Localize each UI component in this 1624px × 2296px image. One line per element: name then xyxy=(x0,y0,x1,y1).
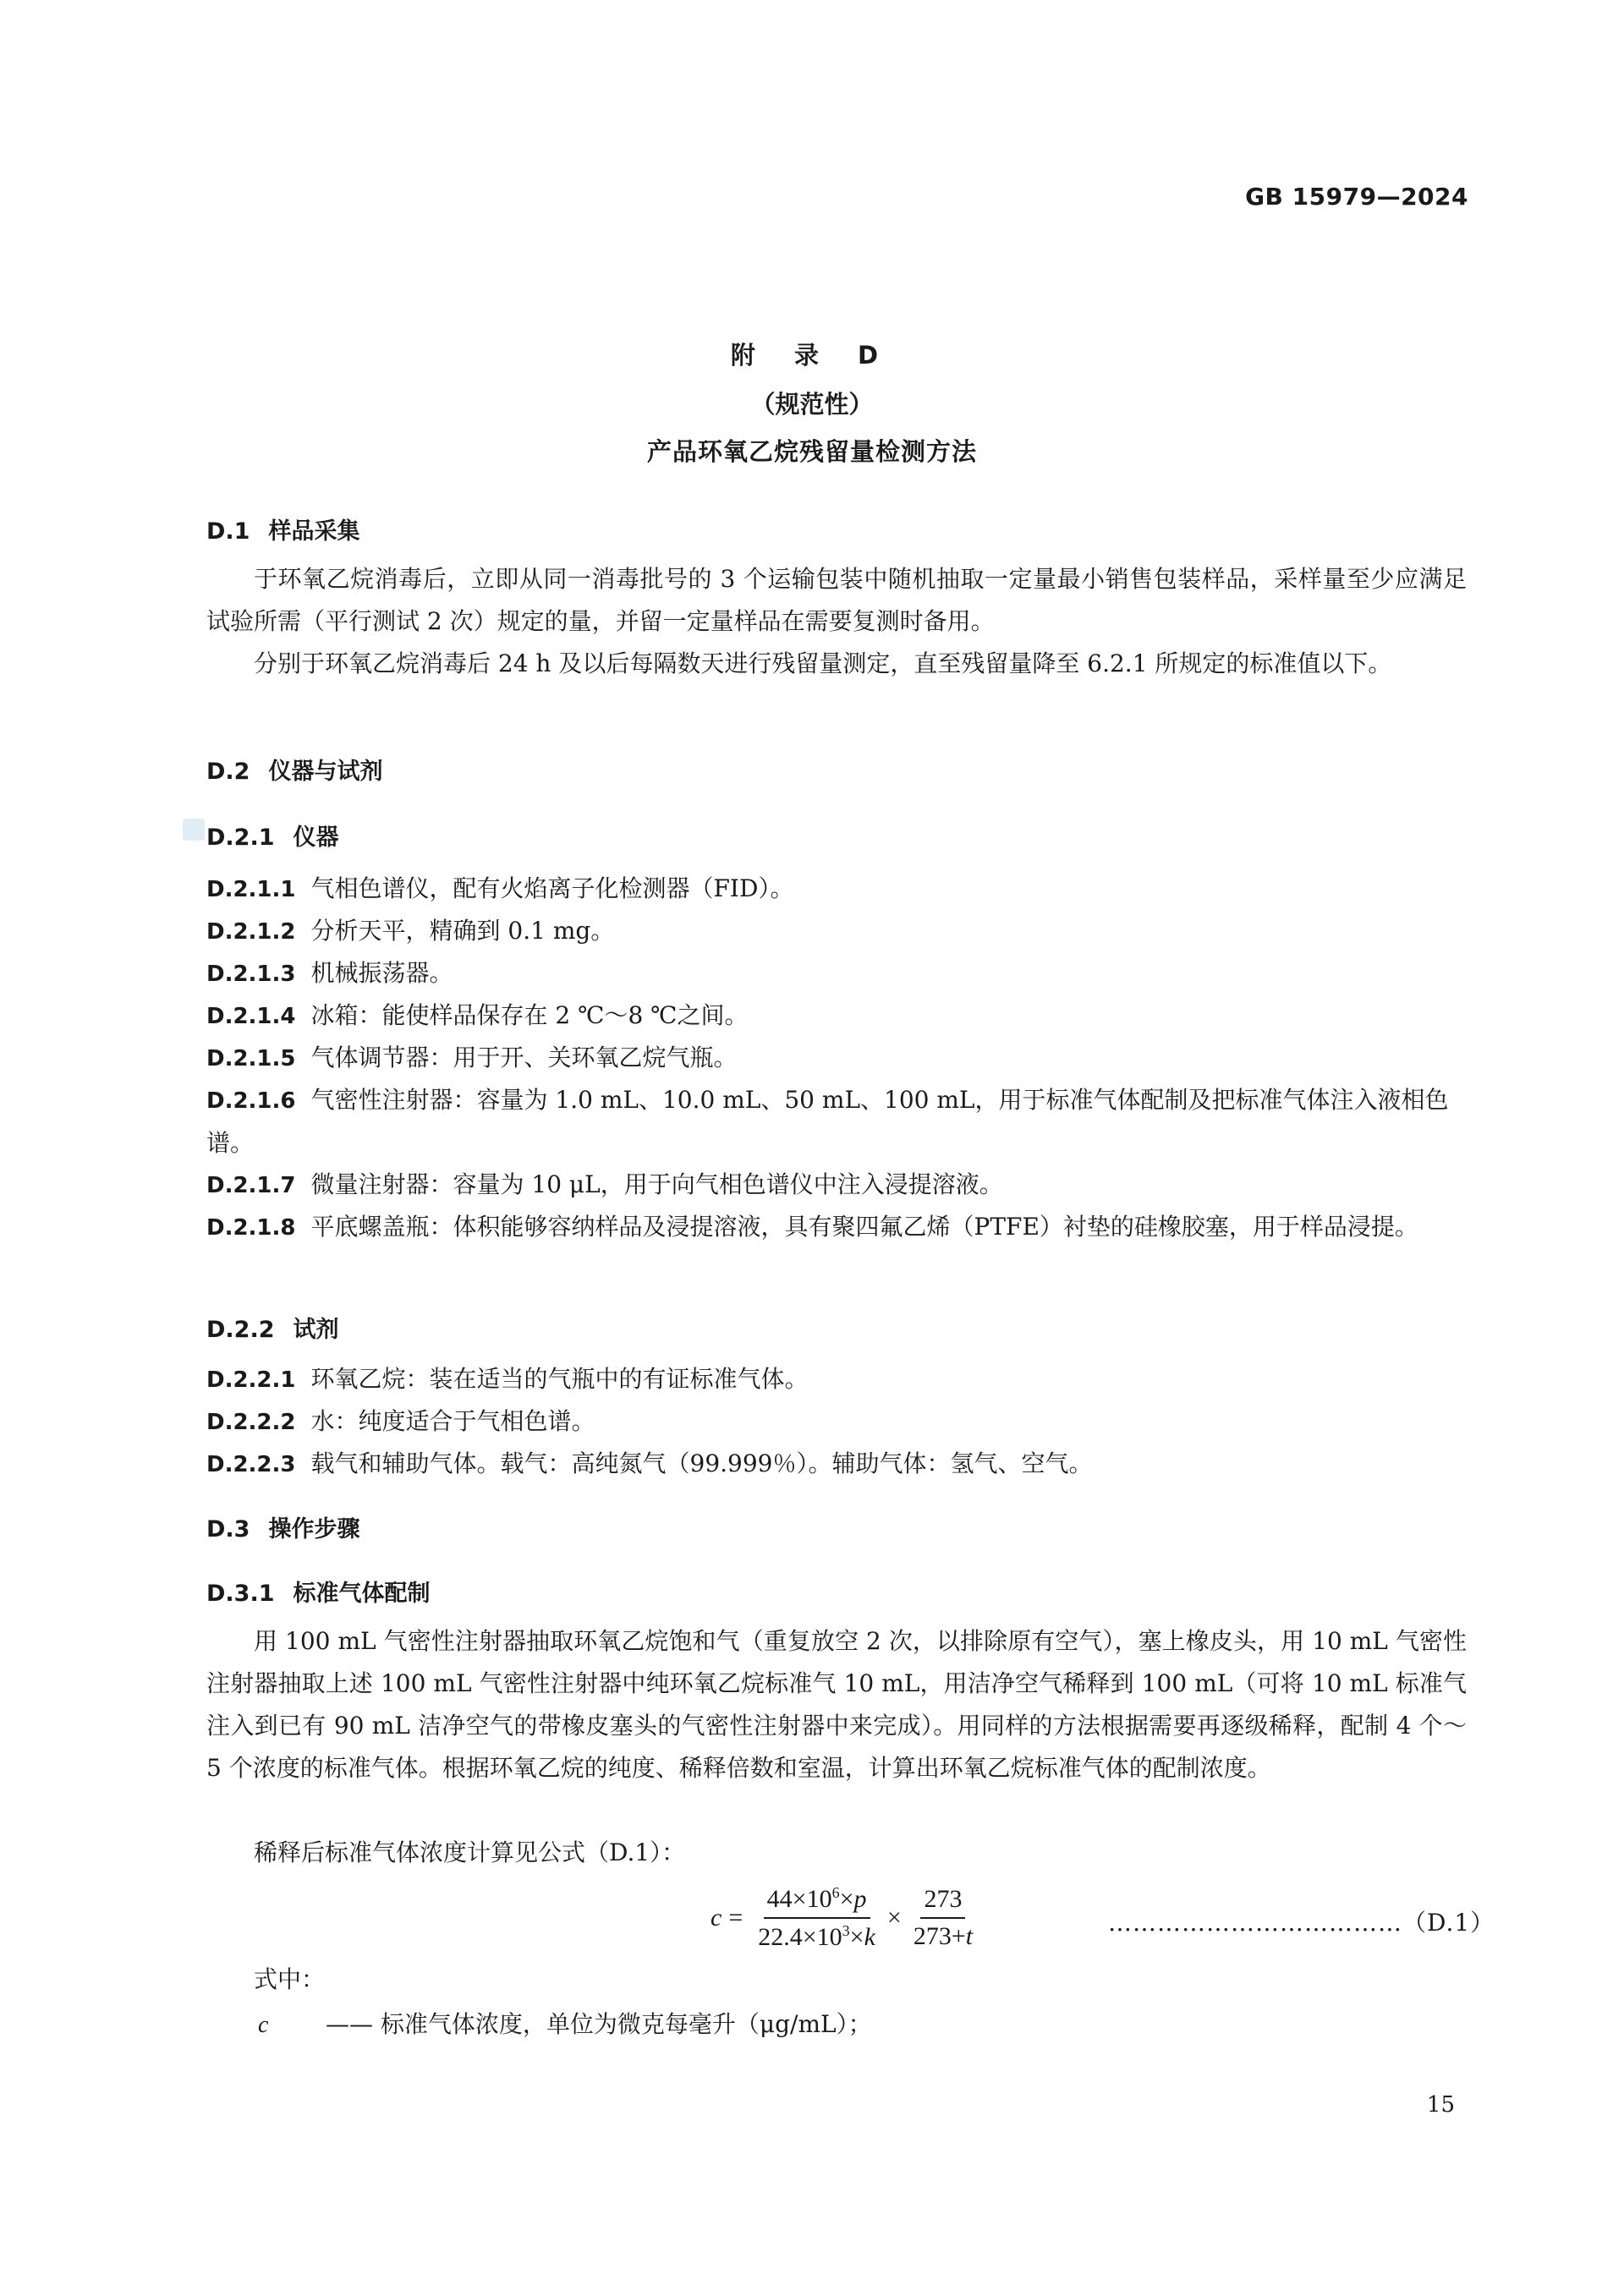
formula-fraction-1 xyxy=(754,1884,879,1952)
clause-number: D.2.1.2 xyxy=(206,919,296,945)
section-number: D.3.1 xyxy=(206,1581,275,1607)
clause-text: 水：纯度适合于气相色谱。 xyxy=(310,1407,595,1435)
section-title: 操作步骤 xyxy=(268,1516,360,1543)
clause-item xyxy=(206,1164,1467,1207)
section-title: 试剂 xyxy=(293,1317,339,1343)
section-heading-d31 xyxy=(206,1575,431,1608)
section-number: D.2.1 xyxy=(206,825,275,851)
section-heading-d22 xyxy=(206,1311,339,1344)
variable-text: —— 标准气体浓度，单位为微克每毫升（μg/mL）； xyxy=(326,2010,872,2038)
formula-variable: k xyxy=(864,1923,875,1951)
clause-item xyxy=(206,995,1467,1038)
section-number: D.2.2 xyxy=(206,1317,275,1343)
formula-term: 44×10 xyxy=(766,1885,832,1913)
page-number: 15 xyxy=(1426,2092,1455,2118)
section-title: 仪器 xyxy=(293,825,339,851)
clause-number: D.2.2.1 xyxy=(206,1367,296,1393)
clause-text: 平底螺盖瓶：体积能够容纳样品及浸提溶液，具有聚四氟乙烯（PTFE）衬垫的硅橡胶塞，用于样品浸提。 xyxy=(310,1213,1418,1241)
where-label: 式中： xyxy=(254,1965,326,1993)
appendix-type: （规范性） xyxy=(750,390,874,419)
clause-number: D.2.1.6 xyxy=(206,1088,296,1114)
clause-number: D.2.1.7 xyxy=(206,1173,296,1198)
clause-item xyxy=(206,910,1467,953)
formula-exponent: 3 xyxy=(842,1922,850,1939)
clause-text: 分析天平，精确到 0.1 mg。 xyxy=(310,917,615,945)
clause-text: 载气和辅助气体。载气：高纯氮气（99.999％）。辅助气体：氢气、空气。 xyxy=(310,1449,1093,1477)
paragraph: 于环氧乙烷消毒后，立即从同一消毒批号的 3 个运输包装中随机抽取一定量最小销售包装样品，采样量至少应满足试验所需（平行测试 2 次）规定的量，并留一定量样品在需要复测时备用。 xyxy=(206,565,1467,635)
clause-item xyxy=(206,1079,1467,1164)
section-heading-d3 xyxy=(206,1510,359,1543)
clause-item xyxy=(206,1037,1467,1080)
section-number: D.3 xyxy=(206,1516,250,1543)
clause-number: D.2.1.4 xyxy=(206,1004,296,1029)
clause-text: 冰箱：能使样品保存在 2 ℃～8 ℃之间。 xyxy=(310,1001,749,1029)
section-title: 样品采集 xyxy=(268,518,360,545)
standard-code: GB 15979—2024 xyxy=(1245,183,1468,211)
formula-lhs: c xyxy=(710,1904,722,1932)
clause-item xyxy=(206,1400,1467,1444)
clause-number: D.2.1.1 xyxy=(206,877,296,902)
clause-number: D.2.1.8 xyxy=(206,1215,296,1241)
clause-number: D.2.2.2 xyxy=(206,1410,296,1435)
formula-term: 273 xyxy=(920,1885,965,1919)
clause-text: 微量注射器：容量为 10 μL，用于向气相色谱仪中注入浸提溶液。 xyxy=(310,1170,1003,1198)
clause-text: 气相色谱仪，配有火焰离子化检测器（FID）。 xyxy=(310,874,794,902)
clause-number: D.2.1.3 xyxy=(206,962,296,987)
paragraph: 用 100 mL 气密性注射器抽取环氧乙烷饱和气（重复放空 2 次，以排除原有空气），塞上橡皮头，用 10 mL 气密性注射器抽取上述 100 mL 气密性注射器中纯环氧乙烷标准气 10 mL，用洁净空气稀释到 100 mL（可将 10 mL 标准气注入到已有 90 mL 洁净空气的带橡皮塞头的气密性注射器中来完成）。用同样的方法根据需要再逐级稀释，配制 4 个～5 个浓度的标准气体。根据环氧乙烷的纯度、稀释倍数和室温，计算出环氧乙烷标准气体的配制浓度。 xyxy=(206,1627,1467,1782)
section-heading-d21 xyxy=(206,819,339,852)
formula-term: 22.4×10 xyxy=(758,1923,842,1951)
clause-text: 机械振荡器。 xyxy=(310,959,453,987)
margin-marker xyxy=(183,819,205,841)
section-title: 标准气体配制 xyxy=(293,1581,431,1607)
appendix-name: 产品环氧乙烷残留量检测方法 xyxy=(646,437,977,466)
section-title: 仪器与试剂 xyxy=(268,759,383,785)
formula-times: × xyxy=(886,1904,902,1932)
formula-equals: = xyxy=(728,1904,743,1932)
appendix-title: 附 录 D xyxy=(730,341,894,370)
clause-text: 环氧乙烷：装在适当的气瓶中的有证标准气体。 xyxy=(310,1365,809,1393)
clause-number: D.2.2.3 xyxy=(206,1452,296,1477)
variable-definition xyxy=(258,2006,872,2040)
formula-d1 xyxy=(710,1884,981,1952)
formula-exponent: 6 xyxy=(831,1884,840,1901)
clause-item xyxy=(206,952,1467,995)
formula-operator: × xyxy=(849,1923,864,1951)
clause-item xyxy=(206,1358,1467,1401)
formula-fraction-2 xyxy=(910,1885,976,1951)
clause-text: 气密性注射器：容量为 1.0 mL、10.0 mL、50 mL、100 mL，用于标准气体配制及把标准气体注入液相色谱。 xyxy=(206,1086,1449,1157)
clause-item xyxy=(206,868,1467,911)
paragraph: 分别于环氧乙烷消毒后 24 h 及以后每隔数天进行残留量测定，直至残留量降至 6.2.1 所规定的标准值以下。 xyxy=(254,649,1392,677)
formula-reference: ………………………………（D.1） xyxy=(1108,1909,1495,1937)
clause-item xyxy=(206,1206,1467,1249)
clause-text: 气体调节器：用于开、关环氧乙烷气瓶。 xyxy=(310,1044,738,1071)
section-number: D.1 xyxy=(206,518,250,545)
clause-item xyxy=(206,1443,1467,1486)
variable-symbol: c xyxy=(258,2012,269,2038)
section-heading-d2 xyxy=(206,753,382,786)
formula-variable: p xyxy=(853,1885,867,1913)
paragraph: 稀释后标准气体浓度计算见公式（D.1）： xyxy=(254,1838,686,1866)
section-heading-d1 xyxy=(206,512,359,545)
formula-operator: × xyxy=(839,1885,854,1913)
section-number: D.2 xyxy=(206,759,250,785)
clause-number: D.2.1.5 xyxy=(206,1046,296,1071)
formula-variable: t xyxy=(965,1922,974,1950)
formula-term: 273+ xyxy=(913,1922,966,1950)
